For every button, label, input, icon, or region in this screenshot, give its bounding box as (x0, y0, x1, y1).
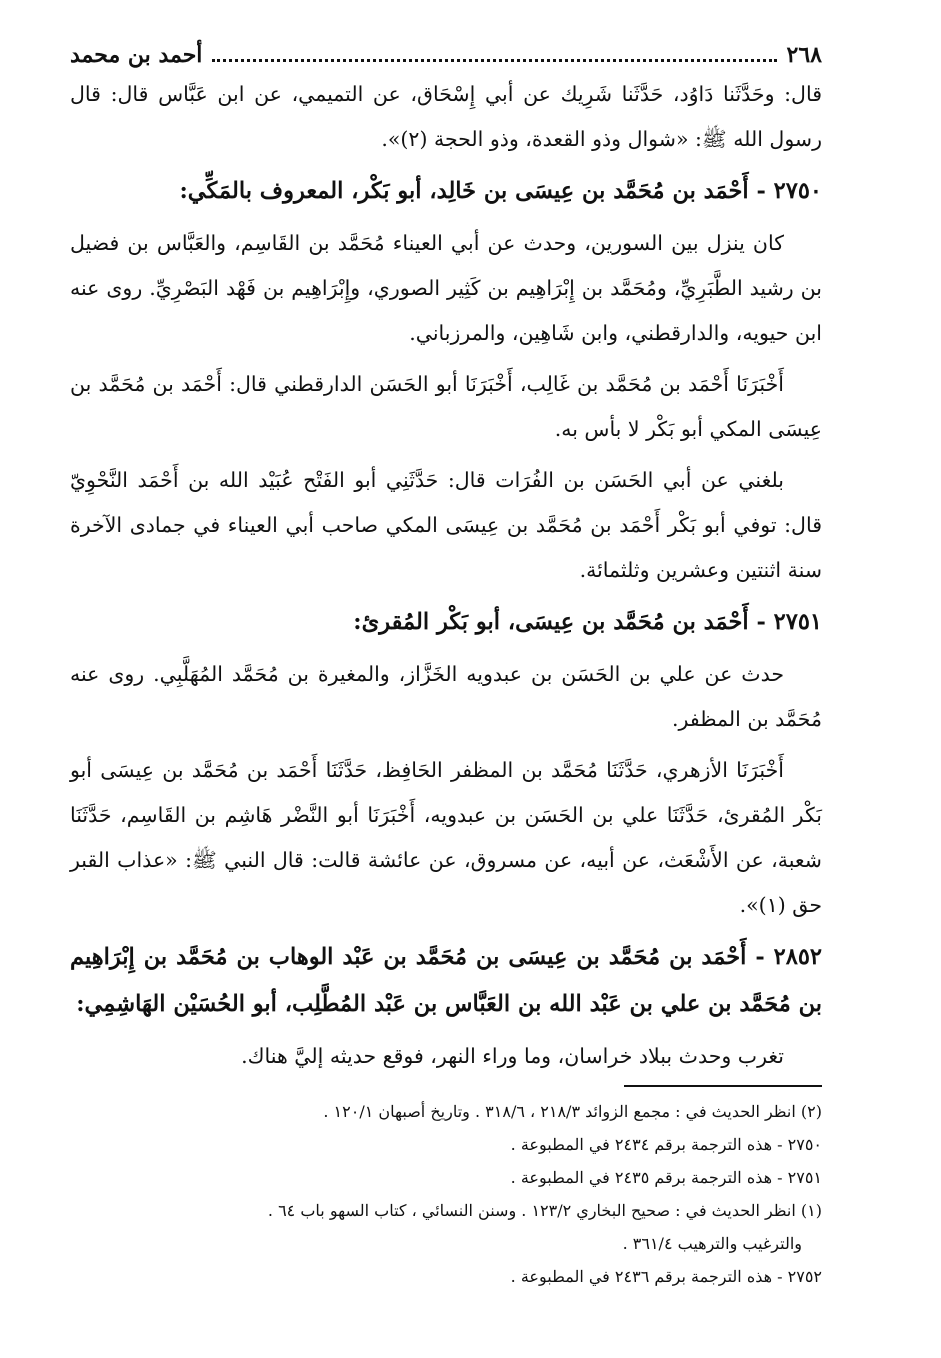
header-dot-leader (212, 59, 776, 62)
footnote-line: والترغيب والترهيب ٣٦١/٤ . (622, 1234, 802, 1253)
footnote-line: ٢٧٥٢ - هذه الترجمة برقم ٢٤٣٦ في المطبوعة . (510, 1267, 822, 1286)
body-paragraph: حدث عن علي بن الحَسَن بن عبدويه الخَزَّاز، والمغيرة بن مُحَمَّد المُهَلَّبِي. روى عنه مُحَمَّد بن المظفر. (70, 662, 822, 731)
running-header (70, 38, 822, 72)
body-paragraph: أَخْبَرَنَا أَحْمَد بن مُحَمَّد بن غَالِب، أَخْبَرَنَا أبو الحَسَن الدارقطني قال: أَحْمَد بن مُحَمَّد بن عِيسَى المكي أبو بَكْر لا بأس به. (70, 372, 822, 441)
footnote-line: (٢) انظر الحديث في : مجمع الزوائد ٢١٨/٣ ، ٣١٨/٦ . وتاريخ أصبهان ١٢٠/١ . (323, 1102, 822, 1121)
footnotes (70, 1095, 822, 1293)
body-paragraph: كان ينزل بين السورين، وحدث عن أبي العيناء مُحَمَّد بن القَاسِم، والعَبَّاس بن فضيل بن رشيد الطَّبَرِيِّ، ومُحَمَّد بن إِبْرَاهِيم بن كَثِير الصوري، وإِبْرَاهِيم بن فَهْد البَصْرِيِّ. روى عنه ابن حيويه، والدارقطني، وابن شَاهِين، والمرزباني. (70, 231, 822, 345)
body-paragraph: تغرب وحدث ببلاد خراسان، وما وراء النهر، فوقع حديثه إليَّ هناك. (241, 1044, 784, 1068)
entry-title: ٢٧٥١ - أَحْمَد بن مُحَمَّد بن عِيسَى، أبو بَكْر المُقرئ: (353, 609, 822, 635)
body-paragraph: قال: وحَدَّثَنا دَاوُد، حَدَّثَنا شَرِيك عن أبي إِسْحَاق، عن التميمي، عن ابن عَبَّاس قال: قال رسول الله ﷺ: «شوال وذو القعدة، وذو الحجة (٢)». (70, 82, 822, 151)
footnote-divider (624, 1085, 822, 1087)
entry-title: ٢٨٥٢ - أَحْمَد بن مُحَمَّد بن عِيسَى بن مُحَمَّد بن عَبْد الوهاب بن مُحَمَّد بن إِبْرَاهِيم بن مُحَمَّد بن علي بن عَبْد الله بن العَبَّاس بن عَبْد المُطَّلِب، أبو الحُسَيْن الهَاشِمِي: (70, 944, 822, 1017)
body-paragraph: بلغني عن أبي الحَسَن بن الفُرَات قال: حَدَّثَنِي أبو الفَتْح عُبَيْد الله بن أَحْمَد النَّحْوِيّ قال: توفي أبو بَكْر أَحْمَد بن مُحَمَّد بن عِيسَى المكي صاحب أبي العيناء في جمادى الآخرة سنة اثنتين وعشرين وثلثمائة. (70, 468, 822, 582)
main-text (70, 72, 822, 1079)
document-page (70, 38, 822, 1293)
page-number: ٢٦٨ (786, 42, 822, 68)
running-title: أحمد بن محمد (70, 42, 203, 68)
body-paragraph: أَخْبَرَنَا الأزهري، حَدَّثَنَا مُحَمَّد بن المظفر الحَافِظ، حَدَّثَنَا أَحْمَد بن مُحَمَّد بن عِيسَى أبو بَكْر المُقرئ، حَدَّثَنَا علي بن الحَسَن بن عبدويه، أَخْبَرَنَا أبو النَّضْر هَاشِم بن القَاسِم، حَدَّثَنَا شعبة، عن الأَشْعَث، عن أبيه، عن مسروق، عن عائشة قالت: قال النبي ﷺ: «عذاب القبر حق (١)». (70, 758, 822, 917)
footnote-line: ٢٧٥٠ - هذه الترجمة برقم ٢٤٣٤ في المطبوعة . (510, 1135, 822, 1154)
footnote-line: ٢٧٥١ - هذه الترجمة برقم ٢٤٣٥ في المطبوعة . (510, 1168, 822, 1187)
footnote-line: (١) انظر الحديث في : صحيح البخاري ١٢٣/٢ . وسنن النسائي ، كتاب السهو باب ٦٤ . (267, 1201, 822, 1220)
entry-title: ٢٧٥٠ - أَحْمَد بن مُحَمَّد بن عِيسَى بن خَالِد، أبو بَكْر، المعروف بالمَكِّي: (179, 178, 822, 204)
